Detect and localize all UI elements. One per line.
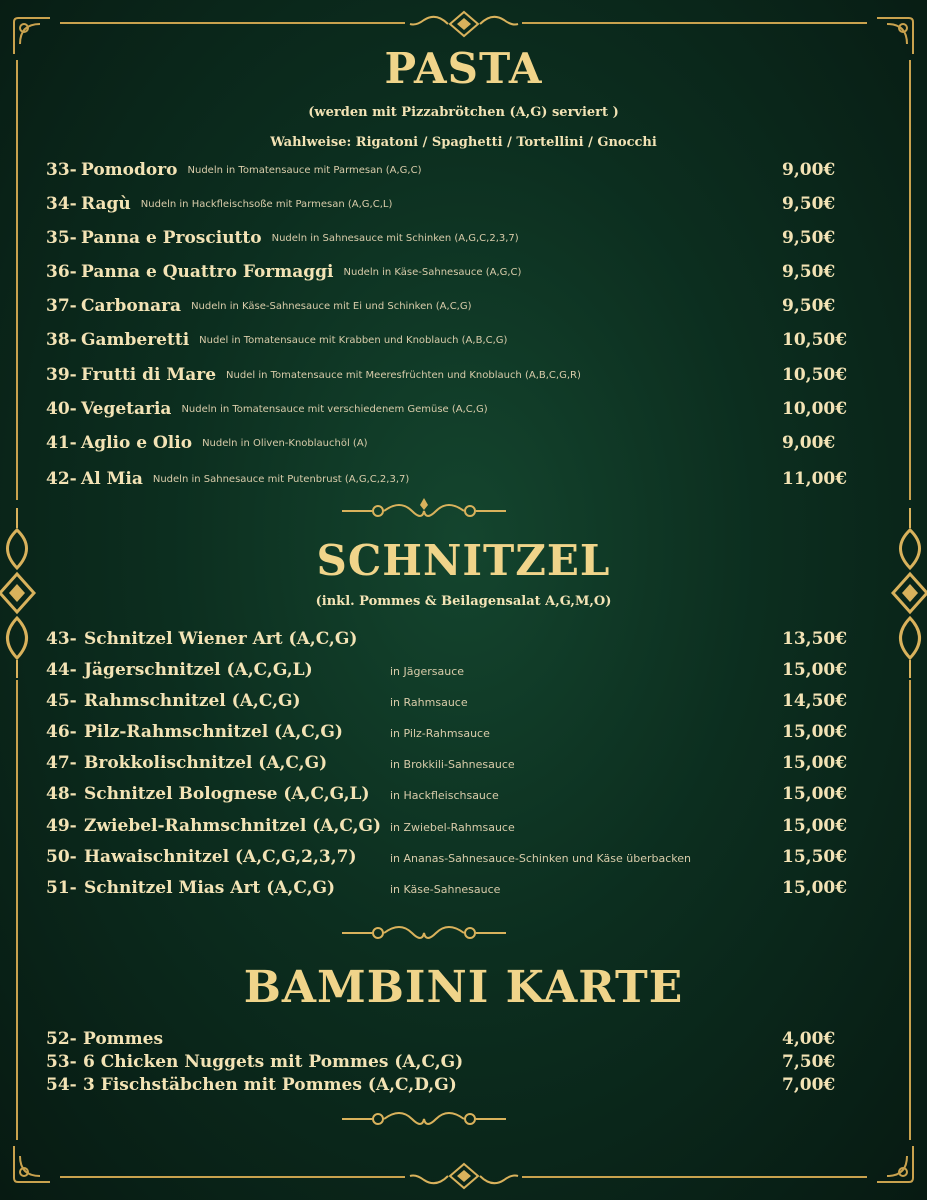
item-number: 49- <box>46 816 77 836</box>
menu-item <box>46 816 846 842</box>
item-description: in Rahmsauce <box>390 696 468 709</box>
menu-item <box>46 784 846 810</box>
item-name: Pommes <box>83 1029 164 1049</box>
menu-item <box>46 296 846 322</box>
item-price: 9,50€ <box>782 228 836 248</box>
item-number: 36- <box>46 262 77 282</box>
item-price: 9,00€ <box>782 160 836 180</box>
frame-bottom-line-right <box>522 1176 867 1178</box>
item-name: 3 Fischstäbchen mit Pommes (A,C,D,G) <box>83 1075 457 1095</box>
item-number: 38- <box>46 330 77 350</box>
item-number: 48- <box>46 784 77 804</box>
menu-item <box>46 262 846 288</box>
frame-left-line-top <box>16 60 18 500</box>
item-description: Nudeln in Käse-Sahnesauce mit Ei und Schinken (A,C,G) <box>191 301 472 312</box>
bambini-title: BAMBINI KARTE <box>243 962 684 1013</box>
item-price: 10,50€ <box>782 365 848 385</box>
menu-item <box>46 847 846 873</box>
item-price: 15,00€ <box>782 816 848 836</box>
corner-ornament-icon <box>873 1142 917 1186</box>
item-number: 44- <box>46 660 77 680</box>
menu-item <box>46 878 846 904</box>
item-description: in Hackfleischsauce <box>390 789 499 802</box>
menu-item <box>46 1075 846 1097</box>
item-number: 54- <box>46 1075 77 1095</box>
item-price: 15,00€ <box>782 660 848 680</box>
item-name: Schnitzel Mias Art (A,C,G) <box>84 878 336 898</box>
item-name: Rahmschnitzel (A,C,G) <box>84 691 301 711</box>
divider-ornament-icon <box>342 918 506 948</box>
item-name: Zwiebel-Rahmschnitzel (A,C,G) <box>84 816 382 836</box>
item-price: 14,50€ <box>782 691 848 711</box>
item-description: Nudeln in Sahnesauce mit Schinken (A,G,C,2,3,7) <box>271 233 519 244</box>
frame-right-line-top <box>909 60 911 500</box>
item-description: Nudel in Tomatensauce mit Meeresfrüchten und Knoblauch (A,B,C,G,R) <box>226 370 581 381</box>
item-description: Nudeln in Hackfleischsoße mit Parmesan (A,G,C,L) <box>140 199 393 210</box>
menu-item <box>46 433 846 459</box>
menu-item <box>46 194 846 220</box>
divider-ornament-icon <box>342 496 506 526</box>
item-price: 15,00€ <box>782 784 848 804</box>
item-name-wrap <box>81 160 421 180</box>
left-side-ornament-icon <box>0 508 44 678</box>
item-number: 43- <box>46 629 77 649</box>
item-name: 6 Chicken Nuggets mit Pommes (A,C,G) <box>83 1052 464 1072</box>
top-center-ornament-icon <box>408 8 520 40</box>
item-name: Gamberetti <box>81 330 190 350</box>
item-price: 9,50€ <box>782 296 836 316</box>
item-description: Nudeln in Sahnesauce mit Putenbrust (A,G,C,2,3,7) <box>152 474 410 485</box>
item-description: in Zwiebel-Rahmsauce <box>390 821 515 834</box>
item-name: Schnitzel Bolognese (A,C,G,L) <box>84 784 370 804</box>
item-description: in Pilz-Rahmsauce <box>390 727 490 740</box>
item-price: 13,50€ <box>782 629 848 649</box>
item-price: 4,00€ <box>782 1029 836 1049</box>
pasta-title: PASTA <box>384 44 543 93</box>
item-number: 51- <box>46 878 77 898</box>
item-name: Al Mia <box>81 469 143 489</box>
item-price: 15,00€ <box>782 722 848 742</box>
frame-bottom-line-left <box>60 1176 405 1178</box>
item-name-wrap <box>81 433 368 453</box>
item-price: 15,50€ <box>782 847 848 867</box>
schnitzel-note: (inkl. Pommes & Beilagensalat A,G,M,O) <box>315 594 612 609</box>
item-number: 34- <box>46 194 77 214</box>
item-name: Hawaischnitzel (A,C,G,2,3,7) <box>84 847 357 867</box>
item-number: 52- <box>46 1029 77 1049</box>
menu-item <box>46 629 846 655</box>
item-number: 42- <box>46 469 77 489</box>
menu-item <box>46 365 846 391</box>
menu-item <box>46 160 846 186</box>
item-name: Pilz-Rahmschnitzel (A,C,G) <box>84 722 343 742</box>
menu-item <box>46 691 846 717</box>
menu-item <box>46 660 846 686</box>
item-description: in Ananas-Sahnesauce-Schinken und Käse überbacken <box>390 852 691 865</box>
item-price: 9,50€ <box>782 262 836 282</box>
item-description: Nudeln in Oliven-Knoblauchöl (A) <box>202 438 368 449</box>
item-name-wrap <box>81 399 488 419</box>
menu-item <box>46 1029 846 1051</box>
item-price: 9,00€ <box>782 433 836 453</box>
menu-item <box>46 753 846 779</box>
item-number: 37- <box>46 296 77 316</box>
item-name: Frutti di Mare <box>81 365 217 385</box>
item-description: Nudeln in Tomatensauce mit verschiedenem Gemüse (A,C,G) <box>181 404 488 415</box>
menu-item <box>46 722 846 748</box>
pasta-note: (werden mit Pizzabrötchen (A,G) serviert ) <box>308 105 619 120</box>
right-side-ornament-icon <box>883 508 927 678</box>
item-number: 35- <box>46 228 77 248</box>
frame-top-line-right <box>522 22 867 24</box>
item-name-wrap <box>81 228 519 248</box>
item-price: 10,50€ <box>782 330 848 350</box>
item-number: 41- <box>46 433 77 453</box>
item-number: 33- <box>46 160 77 180</box>
pasta-choice: Wahlweise: Rigatoni / Spaghetti / Tortellini / Gnocchi <box>270 135 657 150</box>
item-price: 11,00€ <box>782 469 848 489</box>
item-name: Aglio e Olio <box>81 433 193 453</box>
item-number: 50- <box>46 847 77 867</box>
item-name: Schnitzel Wiener Art (A,C,G) <box>84 629 358 649</box>
bottom-center-ornament-icon <box>408 1160 520 1192</box>
item-price: 7,50€ <box>782 1052 836 1072</box>
menu-item <box>46 228 846 254</box>
item-name-wrap <box>81 365 581 385</box>
item-description: Nudeln in Tomatensauce mit Parmesan (A,G,C) <box>187 165 422 176</box>
item-price: 15,00€ <box>782 878 848 898</box>
item-number: 47- <box>46 753 77 773</box>
item-name: Carbonara <box>81 296 182 316</box>
item-name: Panna e Quattro Formaggi <box>81 262 334 282</box>
item-number: 39- <box>46 365 77 385</box>
menu-item <box>46 469 846 495</box>
frame-right-line-bottom <box>909 680 911 1140</box>
corner-ornament-icon <box>10 1142 54 1186</box>
frame-left-line-bottom <box>16 680 18 1140</box>
item-number: 45- <box>46 691 77 711</box>
frame-top-line-left <box>60 22 405 24</box>
item-price: 7,00€ <box>782 1075 836 1095</box>
menu-item <box>46 330 846 356</box>
item-name: Jägerschnitzel (A,C,G,L) <box>84 660 313 680</box>
schnitzel-title: SCHNITZEL <box>316 536 611 585</box>
item-description: in Käse-Sahnesauce <box>390 883 501 896</box>
menu-item <box>46 399 846 425</box>
item-name: Ragù <box>81 194 131 214</box>
item-name: Brokkolischnitzel (A,C,G) <box>84 753 328 773</box>
item-description: Nudeln in Käse-Sahnesauce (A,G,C) <box>343 267 522 278</box>
item-name-wrap <box>81 330 507 350</box>
item-name-wrap <box>81 262 521 282</box>
menu-item <box>46 1052 846 1074</box>
item-number: 46- <box>46 722 77 742</box>
item-number: 53- <box>46 1052 77 1072</box>
item-name: Vegetaria <box>81 399 172 419</box>
item-name: Pomodoro <box>81 160 178 180</box>
item-description: Nudel in Tomatensauce mit Krabben und Knoblauch (A,B,C,G) <box>199 335 508 346</box>
item-description: in Brokkili-Sahnesauce <box>390 758 515 771</box>
item-name: Panna e Prosciutto <box>81 228 262 248</box>
item-name-wrap <box>81 194 392 214</box>
item-description: in Jägersauce <box>390 665 465 678</box>
divider-ornament-icon <box>342 1104 506 1134</box>
item-price: 15,00€ <box>782 753 848 773</box>
item-price: 10,00€ <box>782 399 848 419</box>
item-name-wrap <box>81 469 409 489</box>
item-price: 9,50€ <box>782 194 836 214</box>
item-name-wrap <box>81 296 472 316</box>
item-number: 40- <box>46 399 77 419</box>
